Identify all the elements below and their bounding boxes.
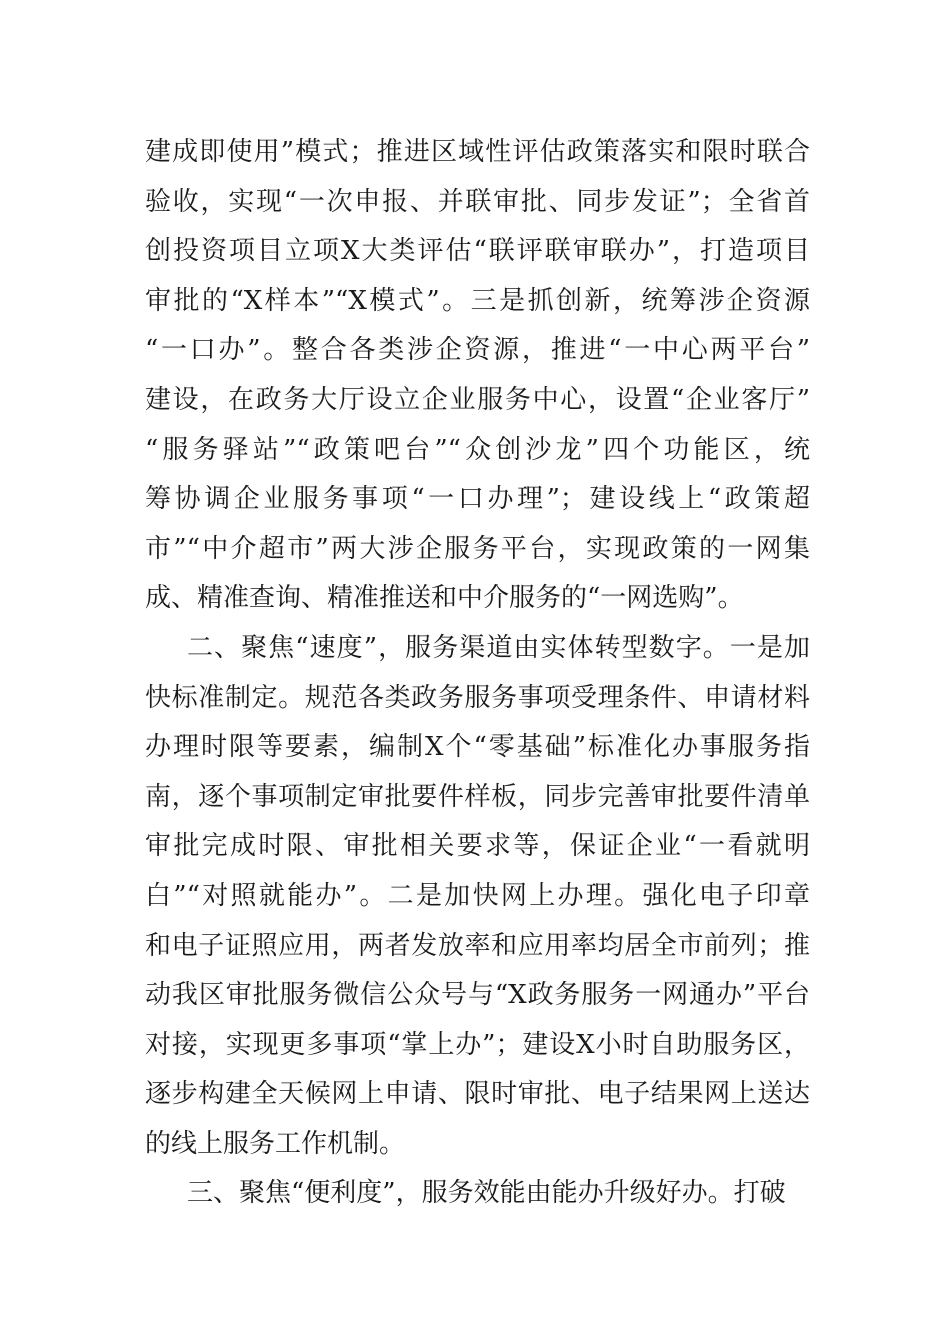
- text-line: “服务驿站”“政策吧台”“众创沙龙”四个功能区，统: [145, 434, 810, 465]
- text-line: 建设，在政务大厅设立企业服务中心，设置“企业客厅”: [145, 384, 810, 415]
- text-line: 二、聚焦“速度”，服务渠道由实体转型数字。一是加: [187, 632, 810, 663]
- text-line: 办理时限等要素，编制X个“零基础”标准化办事服务指: [145, 732, 810, 763]
- text-line: 三、聚焦“便利度”，服务效能由能办升级好办。打破: [187, 1178, 786, 1209]
- text-line: 市”“中介超市”两大涉企服务平台，实现政策的一网集: [145, 533, 810, 564]
- text-line: 南，逐个事项制定审批要件样板，同步完善审批要件清单: [145, 781, 810, 812]
- text-line: 对接，实现更多事项“掌上办”；建设X小时自助服务区，: [145, 1029, 810, 1060]
- text-line: 成、精准查询、精准推送和中介服务的“一网选购”。: [145, 583, 744, 614]
- text-line: 白”“对照就能办”。二是加快网上办理。强化电子印章: [145, 880, 810, 911]
- text-line: 的线上服务工作机制。: [145, 1128, 406, 1159]
- text-line: 和电子证照应用，两者发放率和应用率均居全市前列；推: [145, 930, 810, 961]
- text-line: 审批完成时限、审批相关要求等，保证企业“一看就明: [145, 831, 810, 862]
- document-body: [145, 128, 810, 1219]
- text-line: 快标准制定。规范各类政务服务事项受理条件、申请材料: [145, 682, 810, 713]
- paragraph: [145, 128, 810, 624]
- paragraph: [145, 1169, 810, 1219]
- text-line: 创投资项目立项X大类评估“联评联审联办”，打造项目: [145, 236, 810, 267]
- text-line: 建成即使用”模式；推进区域性评估政策落实和限时联合: [145, 137, 810, 167]
- text-line: 审批的“X样本”“X模式”。三是抓创新，统筹涉企资源: [145, 285, 810, 316]
- text-line: 筹协调企业服务事项“一口办理”；建设线上“政策超: [145, 484, 810, 515]
- text-line: “一口办”。整合各类涉企资源，推进“一中心两平台”: [145, 335, 810, 366]
- paragraph: [145, 624, 810, 1170]
- text-line: 验收，实现“一次申报、并联审批、同步发证”；全省首: [145, 186, 810, 217]
- text-line: 动我区审批服务微信公众号与“X政务服务一网通办”平台: [145, 980, 810, 1011]
- text-line: 逐步构建全天候网上申请、限时审批、电子结果网上送达: [145, 1079, 810, 1110]
